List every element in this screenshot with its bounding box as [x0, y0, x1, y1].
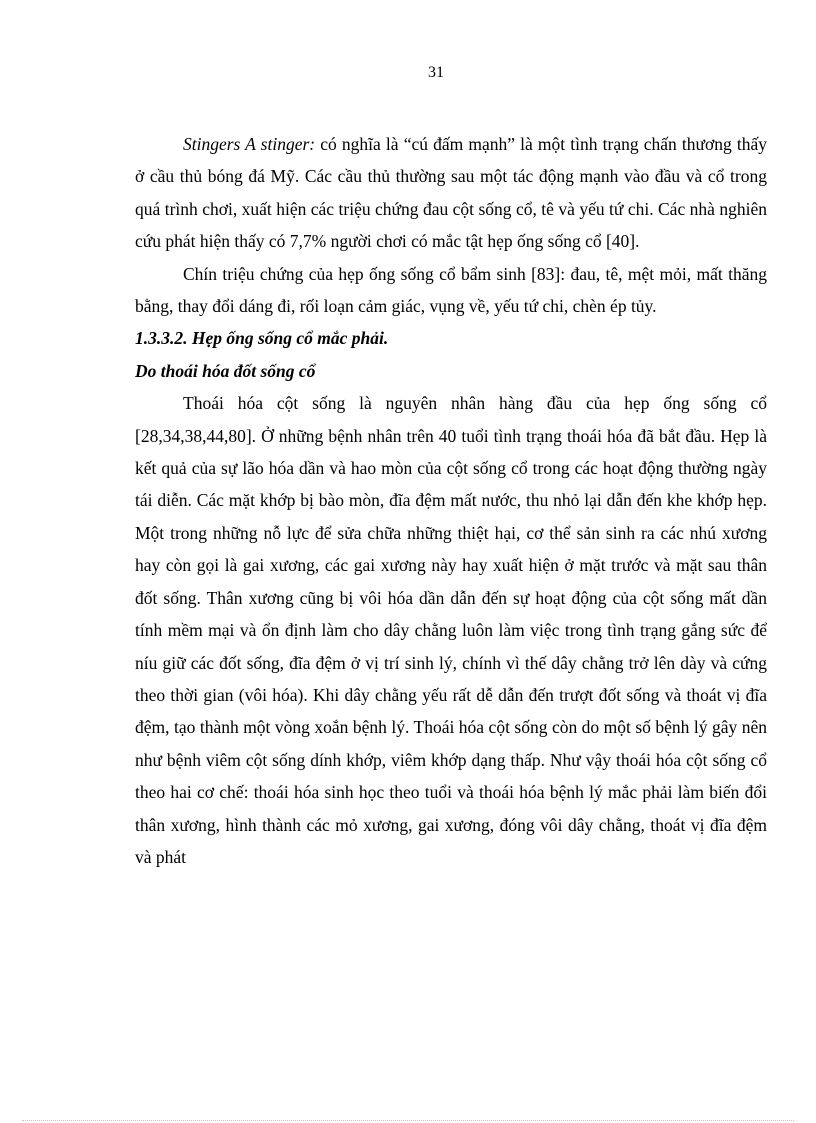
subsection-heading: Do thoái hóa đốt sống cổ: [135, 360, 316, 381]
paragraph-degeneration: Thoái hóa cột sống là nguyên nhân hàng đầu của hẹp ống sống cổ [28,34,38,44,80]. Ở những bệnh nhân trên 40 tuổi tình trạng thoái hóa đã bắt đầu. Hẹp là kết quả của sự lão hóa dần và hao mòn của cột sống cổ trong các hoạt động thường ngày tái diễn. Các mặt khớp bị bào mòn, đĩa đệm mất nước, thu nhỏ lại dẫn đến khe khớp hẹp. Một trong những nỗ lực để sửa chữa những thiệt hại, cơ thể sản sinh ra các nhú xương hay còn gọi là gai xương, các gai xương này hay xuất hiện ở mặt trước và mặt sau thân đốt sống. Thân xương cũng bị vôi hóa dần dẫn đến sự hoạt động của cột sống mất dần tính mềm mại và ổn định làm cho dây chằng luôn làm việc trong tình trạng gắng sức để níu giữ các đốt sống, đĩa đệm ở vị trí sinh lý, chính vì thế dây chằng trở lên dày và cứng theo thời gian (vôi hóa). Khi dây chằng yếu rất dễ dẫn đến trượt đốt sống và thoát vị đĩa đệm, tạo thành một vòng xoắn bệnh lý. Thoái hóa cột sống còn do một số bệnh lý gây nên như bệnh viêm cột sống dính khớp, viêm khớp dạng thấp. Như vậy thoái hóa cột sống cổ theo hai cơ chế: thoái hóa sinh học theo tuổi và thoái hóa bệnh lý mắc phải làm biến đổi thân xương, hình thành các mỏ xương, gai xương, đóng vôi dây chằng, thoát vị đĩa đệm và phát: [135, 393, 767, 867]
document-body: [135, 128, 767, 873]
stingers-text: có nghĩa là “cú đấm mạnh” là một tình trạng chấn thương thấy ở cầu thủ bóng đá Mỹ. Các cầu thủ thường sau một tác động mạnh vào đầu và cổ trong quá trình chơi, xuất hiện các triệu chứng đau cột sống cổ, tê và yếu tứ chi. Các nhà nghiên cứu phát hiện thấy có 7,7% người chơi có mắc tật hẹp ống sống cổ [40].: [135, 134, 768, 252]
paragraph-stingers: [135, 128, 767, 258]
page-bottom-divider: [22, 1120, 794, 1121]
stingers-term: Stingers A stinger:: [183, 134, 316, 154]
page-number: 31: [428, 64, 444, 81]
section-heading: 1.3.3.2. Hẹp ống sống cổ mắc phải.: [135, 328, 389, 349]
paragraph-symptoms: Chín triệu chứng của hẹp ống sống cổ bẩm sinh [83]: đau, tê, mệt mỏi, mất thăng bằng, thay đổi dáng đi, rối loạn cảm giác, vụng về, yếu tứ chi, chèn ép tủy.: [135, 263, 767, 317]
